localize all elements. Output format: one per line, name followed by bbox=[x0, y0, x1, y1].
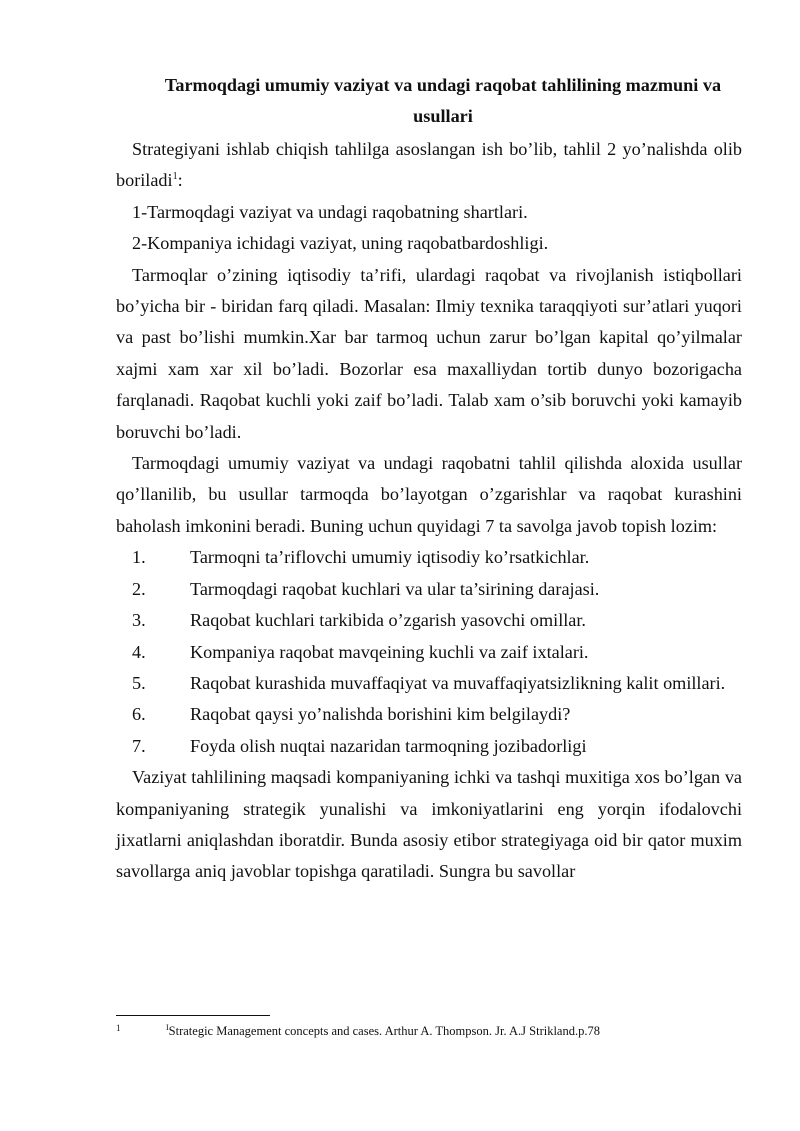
list-item-number: 5. bbox=[132, 672, 146, 693]
list-item bbox=[116, 605, 742, 636]
list-item-number: 7. bbox=[132, 735, 146, 756]
list-item-number: 6. bbox=[132, 704, 146, 725]
paragraph-industries: Tarmoqlar o’zining iqtisodiy ta’rifi, ulardagi raqobat va rivojlanish istiqbollari bo’yicha bir - biridan farq qiladi. Masalan: Ilmiy texnika taraqqiyoti sur’atlari yuqori va past bo’lishi mumkin.Xar bar tarmoq uchun zarur bo’lgan kapital qo’yilmalar xajmi xam xar xil bo’ladi. Bozorlar esa maxalliydan tortib dunyo bozorigacha farqlanadi. Raqobat kuchli yoki zaif bo’ladi. Talab xam o’sib boruvchi yoki kamayib boruvchi bo’ladi. bbox=[116, 264, 742, 442]
list-item-text: Raqobat qaysi yo’nalishda borishini kim belgilaydi? bbox=[190, 704, 571, 725]
list-item bbox=[116, 731, 742, 762]
paragraph-intro bbox=[116, 134, 742, 197]
paragraph-methods: Tarmoqdagi umumiy vaziyat va undagi raqobatni tahlil qilishda aloxida usullar qo’llanilib, bu usullar tarmoqda bo’layotgan o’zgarishlar va raqobat kurashini baholash imkonini beradi. Buning uchun quyidagi 7 ta savolga javob topish lozim: bbox=[116, 453, 742, 536]
list-item-number: 2. bbox=[132, 578, 146, 599]
paragraph-intro-text: Strategiyani ishlab chiqish tahlilga asoslangan ish bo’lib, tahlil 2 yo’nalishda olib boriladi bbox=[116, 139, 742, 191]
footnote-superscript: I bbox=[166, 1023, 169, 1032]
document-body bbox=[116, 70, 742, 888]
footnote-text: Strategic Management concepts and cases. Arthur A. Thompson. Jr. A.J Strikland.p.78 bbox=[168, 1024, 600, 1039]
list-item-text: Raqobat kuchlari tarkibida o’zgarish yasovchi omillar. bbox=[190, 610, 586, 631]
paragraph-direction-1: 1-Tarmoqdagi vaziyat va undagi raqobatning shartlari. bbox=[132, 201, 528, 222]
list-item-text: Kompaniya raqobat mavqeining kuchli va zaif ixtalari. bbox=[190, 641, 589, 662]
document-title: Tarmoqdagi umumiy vaziyat va undagi raqobat tahlilining mazmuni va usullari bbox=[164, 75, 722, 126]
list-item-number: 3. bbox=[132, 610, 146, 631]
footnote-reference[interactable]: 1 bbox=[172, 171, 178, 183]
list-item-text: Raqobat kurashida muvaffaqiyat va muvaffaqiyatsizlikning kalit omillari. bbox=[190, 672, 726, 693]
footnote-number: 1 bbox=[116, 1023, 121, 1033]
list-item-number: 1. bbox=[132, 547, 146, 568]
footnote-separator bbox=[116, 1015, 270, 1016]
paragraph-direction-2: 2-Kompaniya ichidagi vaziyat, uning raqobatbardoshligi. bbox=[132, 233, 549, 254]
list-item bbox=[116, 574, 742, 605]
paragraph-situation-analysis: Vaziyat tahlilining maqsadi kompaniyaning ichki va tashqi muxitiga xos bo’lgan va kompaniyaning strategik yunalishi va imkoniyatlarini eng yorqin ifodalovchi jixatlarni aniqlashdan iboratdir. Bunda asosiy etibor strategiyaga oid bir qator muxim savollarga aniq javoblar topishga qaratiladi. Sungra bu savollar bbox=[116, 767, 742, 882]
paragraph-intro-end: : bbox=[177, 170, 183, 191]
footnote bbox=[116, 1020, 756, 1039]
list-item bbox=[116, 699, 742, 730]
list-item-text: Foyda olish nuqtai nazaridan tarmoqning jozibadorligi bbox=[190, 735, 587, 756]
list-item bbox=[116, 542, 742, 573]
list-item-text: Tarmoqdagi raqobat kuchlari va ular ta’sirining darajasi. bbox=[190, 578, 600, 599]
question-list bbox=[116, 542, 742, 762]
list-item bbox=[116, 637, 742, 668]
list-item-text: Tarmoqni ta’riflovchi umumiy iqtisodiy ko’rsatkichlar. bbox=[190, 547, 590, 568]
list-item-number: 4. bbox=[132, 641, 146, 662]
list-item bbox=[116, 668, 742, 699]
